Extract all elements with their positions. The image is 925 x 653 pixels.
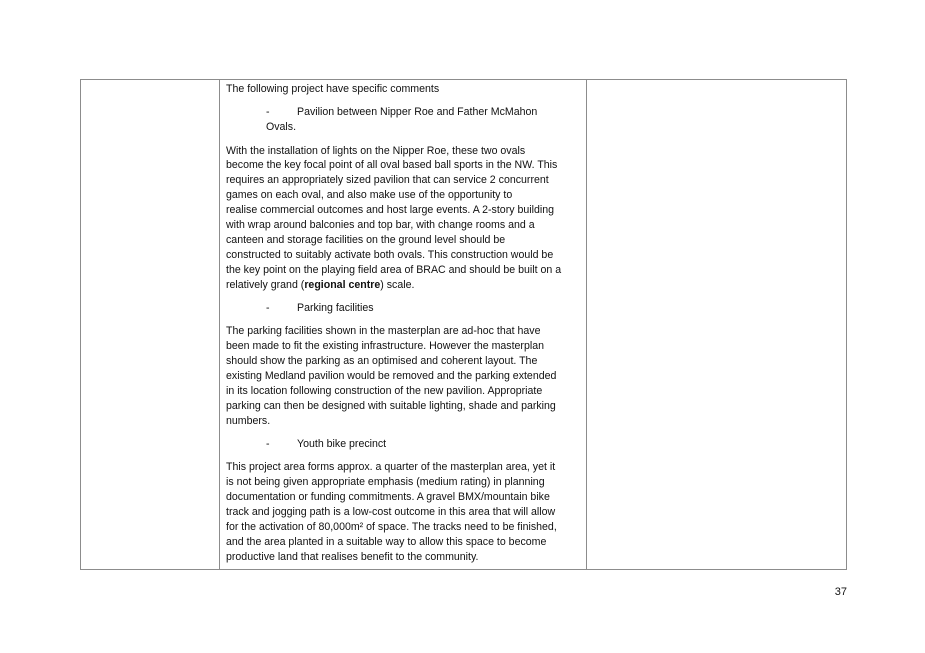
page-number: 37 xyxy=(834,586,847,598)
text-line: realise commercial outcomes and host large events. A 2-story building xyxy=(226,204,554,217)
bullet-dash: - xyxy=(266,106,270,119)
text-line: existing Medland pavilion would be removed and the parking extended xyxy=(226,369,557,382)
text-line: the key point on the playing field area of BRAC and should be built on a xyxy=(226,263,562,276)
text-line: been made to fit the existing infrastructure. However the masterplan xyxy=(226,340,544,353)
right-column-cell xyxy=(587,80,846,569)
bullet-label: Youth bike precinct xyxy=(297,437,387,450)
text-line: and the area planted in a suitable way to allow this space to become xyxy=(226,535,547,548)
bullet-item-pavilion xyxy=(226,105,580,135)
paragraph-parking xyxy=(226,324,580,428)
text-line: requires an appropriately sized pavilion that can service 2 concurrent xyxy=(226,174,549,187)
text-line: canteen and storage facilities on the ground level should be xyxy=(226,233,506,246)
bullet-label-line1: Pavilion between Nipper Roe and Father McMahon xyxy=(297,106,538,119)
bold-text-regional-centre: regional centre xyxy=(304,278,381,291)
text-line: With the installation of lights on the Nipper Roe, these two ovals xyxy=(226,144,526,157)
text-line: parking can then be designed with suitable lighting, shade and parking xyxy=(226,399,556,412)
text-line: should show the parking as an optimised and coherent layout. The xyxy=(226,355,538,368)
text-run: ) scale. xyxy=(380,278,415,291)
text-line: with wrap around balconies and top bar, with change rooms and a xyxy=(226,219,535,232)
bullet-dash: - xyxy=(266,437,270,450)
bullet-dash: - xyxy=(266,301,270,314)
text-line: is not being given appropriate emphasis (medium rating) in planning xyxy=(226,476,545,489)
text-line: track and jogging path is a low-cost outcome in this area that will allow xyxy=(226,506,556,518)
text-line: games on each oval, and also make use of the opportunity to xyxy=(226,189,513,202)
text-line: for the activation of 80,000m² of space. The tracks need to be finished, xyxy=(226,520,557,533)
text-line: This project area forms approx. a quarter of the masterplan area, yet it xyxy=(226,461,556,474)
text-line xyxy=(226,278,580,293)
text-line: constructed to suitably activate both ovals. This construction would be xyxy=(226,248,554,261)
bullet-item-youth-bike xyxy=(226,437,580,452)
comments-cell xyxy=(220,80,587,569)
bullet-label: Parking facilities xyxy=(297,301,374,314)
bullet-item-parking xyxy=(226,301,580,316)
text-line: The parking facilities shown in the masterplan are ad-hoc that have xyxy=(226,325,541,338)
left-column-cell xyxy=(81,80,220,569)
bullet-label-line2: Ovals. xyxy=(266,121,297,134)
intro-text: The following project have specific comments xyxy=(226,83,440,95)
text-line: become the key focal point of all oval based ball sports in the NW. This xyxy=(226,159,558,172)
paragraph-pavilion xyxy=(226,144,580,293)
text-line: numbers. xyxy=(226,414,271,427)
comments-table xyxy=(80,79,847,570)
paragraph-youth-bike xyxy=(226,460,580,564)
text-line: documentation or funding commitments. A gravel BMX/mountain bike xyxy=(226,491,550,504)
text-line: productive land that realises benefit to the community. xyxy=(226,550,479,563)
text-line: in its location following construction of the new pavilion. Appropriate xyxy=(226,384,543,397)
text-run: relatively grand ( xyxy=(226,278,305,291)
